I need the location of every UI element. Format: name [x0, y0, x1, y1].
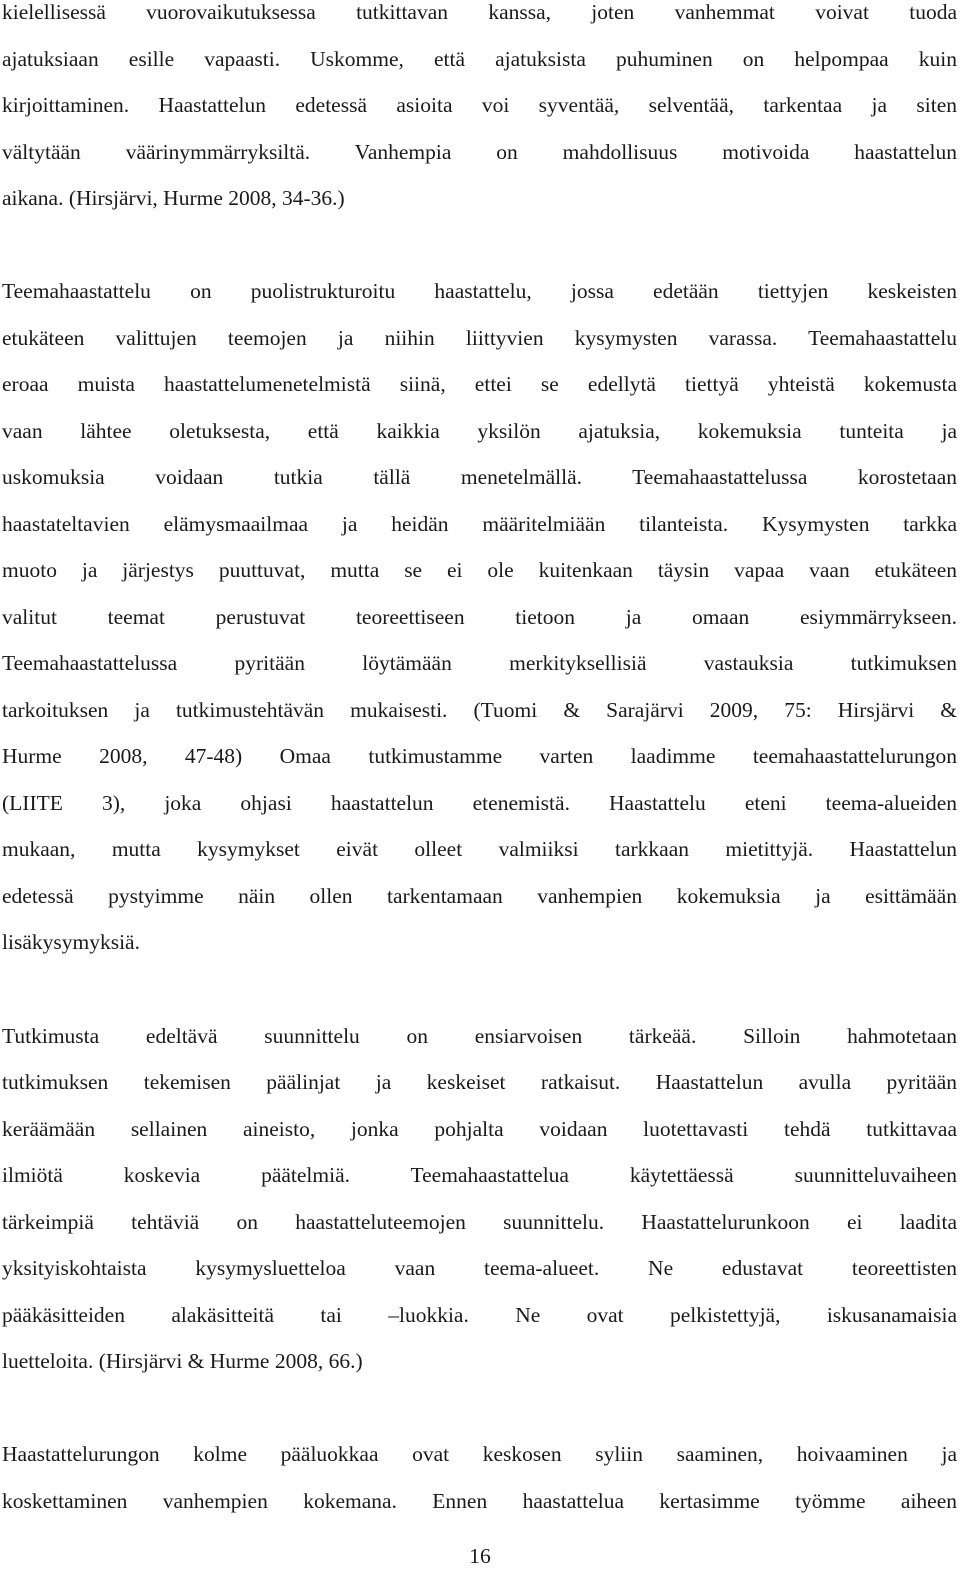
text-line: ilmiötä koskevia päätelmiä. Teemahaastattelua käytettäessä suunnitteluvaiheen [2, 1163, 957, 1187]
text-line: Haastattelurungon kolme pääluokkaa ovat keskosen syliin saaminen, hoivaaminen ja [2, 1442, 957, 1466]
text-line: keräämään sellainen aineisto, jonka pohjalta voidaan luotettavasti tehdä tutkittavaa [2, 1117, 957, 1141]
text-line: valitut teemat perustuvat teoreettiseen tietoon ja omaan esiymmärrykseen. [2, 605, 957, 629]
text-line: pääkäsitteiden alakäsitteitä tai –luokkia. Ne ovat pelkistettyjä, iskusanamaisia [2, 1303, 957, 1327]
text-line: lisäkysymyksiä. [2, 930, 140, 954]
text-line: Teemahaastattelussa pyritään löytämään merkityksellisiä vastauksia tutkimuksen [2, 651, 957, 675]
text-line: Hurme 2008, 47-48) Omaa tutkimustamme varten laadimme teemahaastattelurungon [2, 744, 957, 768]
page-number: 16 [469, 1544, 491, 1568]
text-line: (LIITE 3), joka ohjasi haastattelun etenemistä. Haastattelu eteni teema-alueiden [2, 791, 957, 815]
text-line: koskettaminen vanhempien kokemana. Ennen haastattelua kertasimme työmme aiheen [2, 1489, 957, 1513]
text-line: ajatuksiaan esille vapaasti. Uskomme, että ajatuksista puhuminen on helpompaa kuin [2, 47, 957, 71]
text-line: tarkoituksen ja tutkimustehtävän mukaisesti. (Tuomi & Sarajärvi 2009, 75: Hirsjärvi & [2, 698, 957, 722]
text-line: eroaa muista haastattelumenetelmistä siinä, ettei se edellytä tiettyä yhteistä kokemusta [2, 372, 957, 396]
text-line: kielellisessä vuorovaikutuksessa tutkittavan kanssa, joten vanhemmat voivat tuoda [2, 0, 957, 24]
text-line: vältytään väärinymmärryksiltä. Vanhempia on mahdollisuus motivoida haastattelun [2, 140, 957, 164]
text-line: luetteloita. (Hirsjärvi & Hurme 2008, 66.) [2, 1349, 363, 1373]
text-line: Tutkimusta edeltävä suunnittelu on ensiarvoisen tärkeää. Silloin hahmotetaan [2, 1024, 957, 1048]
text-line: uskomuksia voidaan tutkia tällä menetelmällä. Teemahaastattelussa korostetaan [2, 465, 957, 489]
text-line: Teemahaastattelu on puolistrukturoitu haastattelu, jossa edetään tiettyjen keskeisten [2, 279, 957, 303]
text-line: vaan lähtee oletuksesta, että kaikkia yksilön ajatuksia, kokemuksia tunteita ja [2, 419, 957, 443]
text-line: tutkimuksen tekemisen päälinjat ja keskeiset ratkaisut. Haastattelun avulla pyritään [2, 1070, 957, 1094]
text-line: kirjoittaminen. Haastattelun edetessä asioita voi syventää, selventää, tarkentaa ja siten [2, 93, 957, 117]
text-line: mukaan, mutta kysymykset eivät olleet valmiiksi tarkkaan mietittyjä. Haastattelun [2, 837, 957, 861]
text-line: muoto ja järjestys puuttuvat, mutta se ei ole kuitenkaan täysin vapaa vaan etukäteen [2, 558, 957, 582]
text-line: etukäteen valittujen teemojen ja niihin liittyvien kysymysten varassa. Teemahaastattelu [2, 326, 957, 350]
text-line: tärkeimpiä tehtäviä on haastatteluteemojen suunnittelu. Haastattelurunkoon ei laadita [2, 1210, 957, 1234]
text-line: haastateltavien elämysmaailmaa ja heidän määritelmiään tilanteista. Kysymysten tarkka [2, 512, 957, 536]
text-line: edetessä pystyimme näin ollen tarkentamaan vanhempien kokemuksia ja esittämään [2, 884, 957, 908]
text-line: yksityiskohtaista kysymysluetteloa vaan teema-alueet. Ne edustavat teoreettisten [2, 1256, 957, 1280]
text-line: aikana. (Hirsjärvi, Hurme 2008, 34-36.) [2, 186, 345, 210]
